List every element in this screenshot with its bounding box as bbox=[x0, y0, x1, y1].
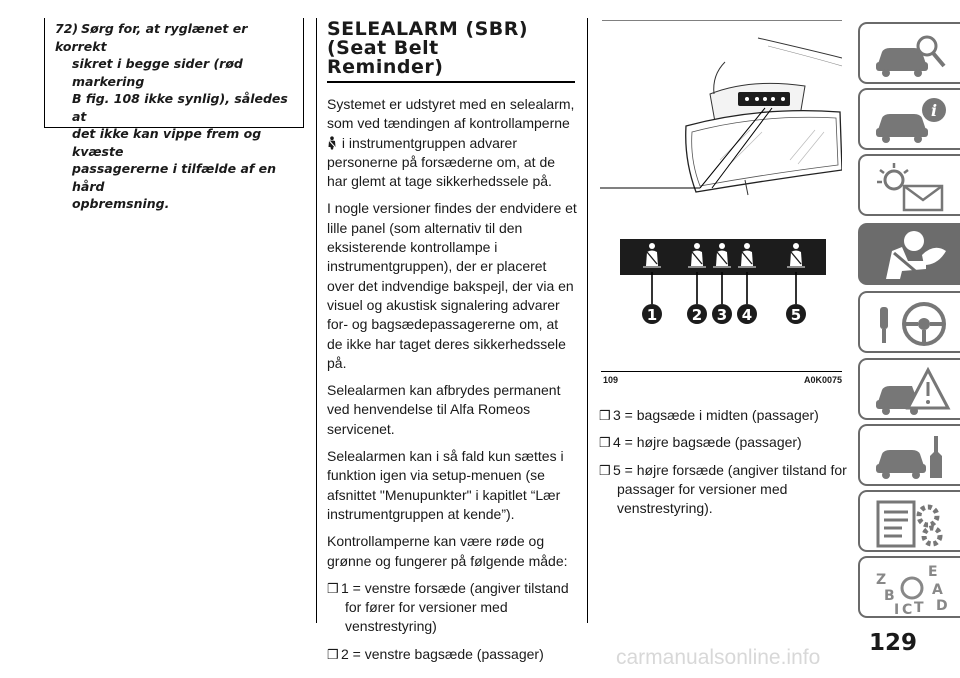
list-item-text: 5 = højre forsæde (angiver tilstand for passager for versioner med venstrestyring). bbox=[613, 461, 847, 517]
tab-warning-lights[interactable] bbox=[858, 154, 960, 216]
watermark: carmanualsonline.info bbox=[616, 646, 821, 669]
tab-starting-driving[interactable] bbox=[858, 291, 960, 353]
callout-label: 5 bbox=[790, 306, 802, 324]
warning-line-5: passagererne i tilfælde af en hård bbox=[72, 161, 277, 194]
paragraph-disable: Selealarmen kan afbrydes permanent ved henvendelse til Alfa Romeos servicenet. bbox=[327, 382, 561, 437]
bullet-icon: ❒ bbox=[599, 435, 611, 451]
callout-label: 2 bbox=[691, 306, 703, 324]
tab-emergency[interactable] bbox=[858, 358, 960, 420]
car-search-icon bbox=[872, 28, 952, 82]
paragraph-panel: I nogle versioner findes der endvidere et lille panel (som alternativ til den eksisterende kontrollampe i instrumentgruppen), der er placeret over det indvendige bakspejl, der via en visuel og akustisk signalering advarer for- og bagsædepassagererne om, at de ikke har taget deres sikkerhedssele på. bbox=[327, 200, 577, 371]
warning-line-1: Sørg for, at ryglænet er korrekt bbox=[55, 21, 248, 54]
warning-box bbox=[44, 18, 304, 211]
paragraph-lamps: Kontrollamperne kan være røde og grønne og fungerer på følgende måde: bbox=[327, 533, 568, 569]
bullet-icon: ❒ bbox=[327, 646, 339, 662]
paragraph-intro bbox=[327, 95, 577, 191]
specs-document-gear-icon bbox=[872, 496, 952, 550]
svg-text:T: T bbox=[914, 600, 924, 616]
column-divider-left bbox=[316, 18, 317, 623]
callout-label: 4 bbox=[741, 306, 753, 324]
figure-number: 109 bbox=[603, 375, 619, 385]
section-title-line-2: (Seat Belt bbox=[327, 37, 439, 59]
paragraph-intro-end: i instrumentgruppen advarer personerne på forsæderne om, at de har glemt at tage sikkerhedssele på. bbox=[327, 134, 556, 190]
svg-text:Z: Z bbox=[876, 572, 887, 588]
warning-line-2: sikret i begge sider (rød markering bbox=[72, 56, 243, 89]
list-item bbox=[327, 645, 577, 664]
list-item-text: 2 = venstre bagsæde (passager) bbox=[341, 645, 544, 662]
svg-text:B: B bbox=[884, 588, 895, 604]
list-item bbox=[327, 579, 577, 637]
figure-rearview-mirror-panel bbox=[600, 20, 842, 388]
bullet-icon: ❒ bbox=[599, 462, 611, 478]
bullet-icon: ❒ bbox=[327, 580, 339, 596]
page-number: 129 bbox=[869, 630, 918, 656]
tab-technical-data[interactable] bbox=[858, 490, 960, 552]
tab-index[interactable] bbox=[858, 556, 960, 618]
svg-text:C: C bbox=[902, 602, 913, 616]
warning-line-3: B fig. 108 ikke synlig), således at bbox=[72, 91, 288, 124]
figure-code: A0K0075 bbox=[803, 375, 842, 385]
svg-text:I: I bbox=[894, 602, 900, 616]
callout-label: 1 bbox=[646, 306, 658, 324]
svg-text:D: D bbox=[936, 598, 948, 614]
warning-line-6: opbremsning. bbox=[72, 196, 170, 211]
list-item-text: 3 = bagsæde i midten (passager) bbox=[613, 407, 819, 423]
section-title bbox=[327, 20, 575, 83]
right-column-list bbox=[599, 406, 849, 526]
section-title-line-3: Reminder) bbox=[327, 56, 444, 78]
tab-maintenance[interactable] bbox=[858, 424, 960, 486]
svg-text:E: E bbox=[928, 564, 938, 580]
rearview-mirror bbox=[686, 111, 842, 192]
figure-caption bbox=[601, 371, 842, 388]
airbag-seat-icon bbox=[872, 229, 952, 283]
list-item bbox=[599, 461, 849, 519]
callout-label: 3 bbox=[716, 306, 728, 324]
tab-safety-active[interactable] bbox=[858, 223, 960, 285]
warning-number: 72) bbox=[55, 21, 79, 36]
seatbelt-warning-icon bbox=[327, 136, 337, 150]
steering-wheel-key-icon bbox=[872, 297, 952, 351]
list-item-text: 4 = højre bagsæde (passager) bbox=[613, 434, 802, 451]
car-info-icon bbox=[872, 94, 952, 148]
column-divider-right bbox=[587, 18, 588, 623]
bullet-icon: ❒ bbox=[599, 408, 611, 423]
alphabetical-index-icon bbox=[872, 562, 952, 616]
tab-car-info[interactable] bbox=[858, 88, 960, 150]
windshield-edge bbox=[758, 38, 842, 58]
figure-callouts bbox=[642, 272, 806, 324]
list-item bbox=[599, 406, 849, 425]
car-service-tools-icon bbox=[872, 430, 952, 484]
list-item-text: 1 = venstre forsæde (angiver tilstand for fører for versioner med venstrestyring) bbox=[341, 579, 569, 635]
warning-lights-mail-icon bbox=[872, 160, 952, 214]
list-item bbox=[599, 433, 849, 452]
svg-text:A: A bbox=[932, 582, 943, 598]
paragraph-reenable: Selealarmen kan i så fald kun sættes i funktion igen via setup-menuen (se afsnittet "Menupunkter" i kapitlet “Lær instrumentgruppen at kende”). bbox=[327, 448, 564, 522]
car-crash-warning-icon bbox=[872, 364, 952, 418]
warning-text bbox=[55, 20, 295, 213]
main-column bbox=[327, 20, 577, 672]
tab-car-search[interactable] bbox=[858, 22, 960, 84]
paragraph-intro-start: Systemet er udstyret med en selealarm, som ved tændingen af kontrollamperne bbox=[327, 96, 575, 132]
warning-line-4: det ikke kan vippe frem og kvæste bbox=[72, 126, 262, 159]
section-title-line-1: SELEALARM (SBR) bbox=[327, 18, 529, 40]
svg-text:i: i bbox=[930, 101, 938, 120]
